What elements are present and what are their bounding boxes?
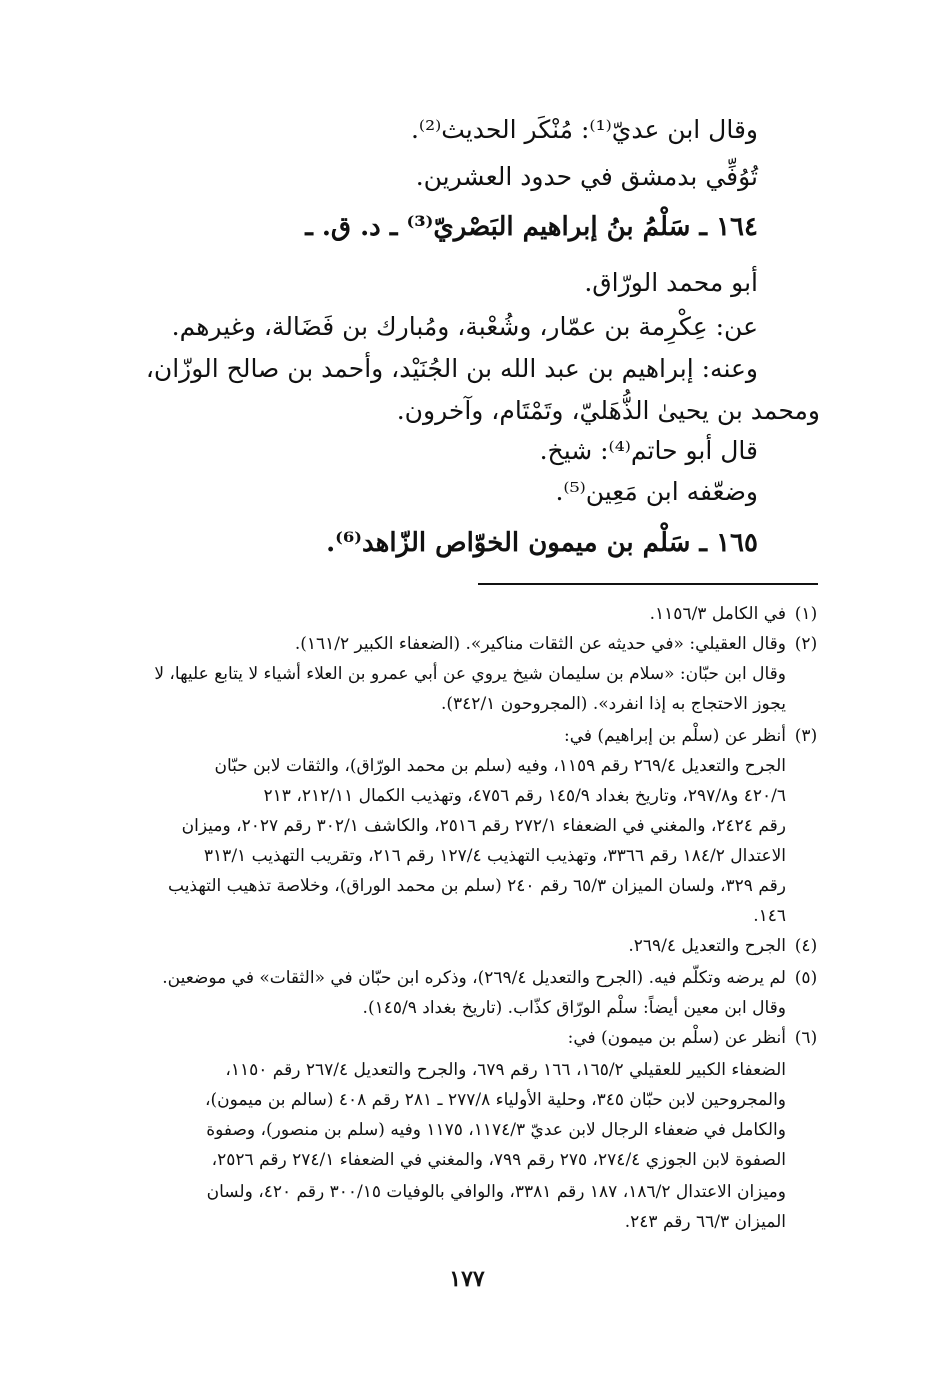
text-line: قال أبو حاتم⁽⁴⁾: شيخ. [539,436,758,465]
footnote-number: (٣) [794,726,818,746]
footnote-number: (٢) [794,634,818,654]
page-number: ١٧٧ [449,1266,485,1292]
footnote-line: وقال ابن حبّان: «سلام بن سليمان شيخ يروي عن أبي عمرو بن العلاء أشياء لا يتابع عليها، لا [154,664,786,684]
footnote-line: أنظر عن (سلْم بن إبراهيم) في: [564,726,786,746]
footnote-line: الاعتدال ١٨٤/٢ رقم ٣٣٦٦، وتهذيب التهذيب ١٢٧/٤ رقم ٢١٦، وتقريب التهذيب ٣١٣/١ [203,846,786,866]
footnote-line: الجرح والتعديل ٢٦٩/٤ رقم ١١٥٩، وفيه (سلم بن محمد الورّاق)، والثقات لابن حبّان [214,756,786,776]
text-line: وعنه: إبراهيم بن عبد الله بن الجُنَيْد، وأحمد بن صالح الوزّان، [145,354,758,383]
footnote-number: (٦) [794,1028,818,1048]
footnote-separator [478,583,818,585]
footnote-line: الميزان ٦٦/٣ رقم ٢٤٣. [624,1212,786,1232]
footnote-line: الضعفاء الكبير للعقيلي ١٦٥/٢، ١٦٦ رقم ٦٧٩، والجرح والتعديل ٢٦٧/٤ رقم ١١٥٠، [225,1060,786,1080]
entry-heading-164: ١٦٤ ـ سَلْمُ بنُ إبراهيم البَصْريّ⁽³⁾ ـ د. ق. ـ [305,212,758,242]
footnote-line: في الكامل ١١٥٦/٣. [649,604,786,624]
footnote-line: ١٤٦. [753,906,786,926]
footnote-number: (٤) [794,936,818,956]
footnote-line: الصفوة لابن الجوزي ٢٧٤/٤، ٢٧٥ رقم ٧٩٩، والمغني في الضعفاء ٢٧٤/١ رقم ٢٥٢٦، [211,1150,786,1170]
footnote-line: رقم ٣٢٩، ولسان الميزان ٦٥/٣ رقم ٢٤٠ (سلم بن محمد الوراق)، وخلاصة تذهيب التهذيب [168,876,786,896]
text-line: تُوُفِّي بدمشق في حدود العشرين. [415,162,758,191]
footnote-line: وميزان الاعتدال ١٨٦/٢، ١٨٧ رقم ٣٣٨١، والوافي بالوفيات ٣٠٠/١٥ رقم ٤٢٠، ولسان [206,1182,786,1202]
footnote-line: رقم ٢٤٢٤، والمغني في الضعفاء ٢٧٢/١ رقم ٢٥١٦، والكاشف ٣٠٢/١ رقم ٢٠٢٧، وميزان [181,816,786,836]
entry-heading-165: ١٦٥ ـ سَلْم بن ميمون الخوّاص الزّاهد⁽⁶⁾. [326,528,758,558]
footnote-number: (٥) [794,968,818,988]
footnote-line: ٤٢٠/٦ و٢٩٧/٨، وتاريخ بغداد ١٤٥/٩ رقم ٤٧٥٦، وتهذيب الكمال ٢١٢/١١، ٢١٣ [263,786,786,806]
footnote-line: أنظر عن (سلْم بن ميمون) في: [567,1028,786,1048]
footnote-line: لم يرضه وتكلّم فيه. (الجرح والتعديل ٢٦٩/٤)، وذكره ابن حبّان في «الثقات» في موضعين. [162,968,786,988]
footnote-line: وقال ابن معين أيضاً: سلْم الورّاق كذّاب. (تاريخ بغداد ١٤٥/٩). [362,998,786,1018]
footnote-number: (١) [794,604,818,624]
footnote-line: الجرح والتعديل ٢٦٩/٤. [628,936,786,956]
text-line: وضعّفه ابن مَعِين⁽⁵⁾. [555,477,758,506]
text-line: ومحمد بن يحيىٰ الذُّهَليّ، وتَمْتَام، وآخرون. [396,396,820,425]
footnote-line: وقال العقيلي: «في حديثه عن الثقات مناكير». (الضعفاء الكبير ١٦١/٢). [294,634,786,654]
text-line: أبو محمد الورّاق. [584,268,758,297]
footnote-line: يجوز الاحتجاج به إذا انفرد». (المجروحون ٣٤٢/١). [441,694,786,714]
text-line: عن: عِكْرِمة بن عمّار، وشُعْبة، ومُبارك بن فَضَالة، وغيرهم. [171,312,758,341]
footnote-line: والمجروحين لابن حبّان ٣٤٥، وحلية الأولياء ٢٧٧/٨ ـ ٢٨١ رقم ٤٠٨ (سالم بن ميمون)، [204,1090,786,1110]
footnote-line: والكامل في ضعفاء الرجال لابن عديّ ١١٧٤/٣، ١١٧٥ وفيه (سلم بن منصور)، وصفوة [206,1120,786,1140]
text-line: وقال ابن عديّ⁽¹⁾: مُنْكَر الحديث⁽²⁾. [410,115,758,144]
